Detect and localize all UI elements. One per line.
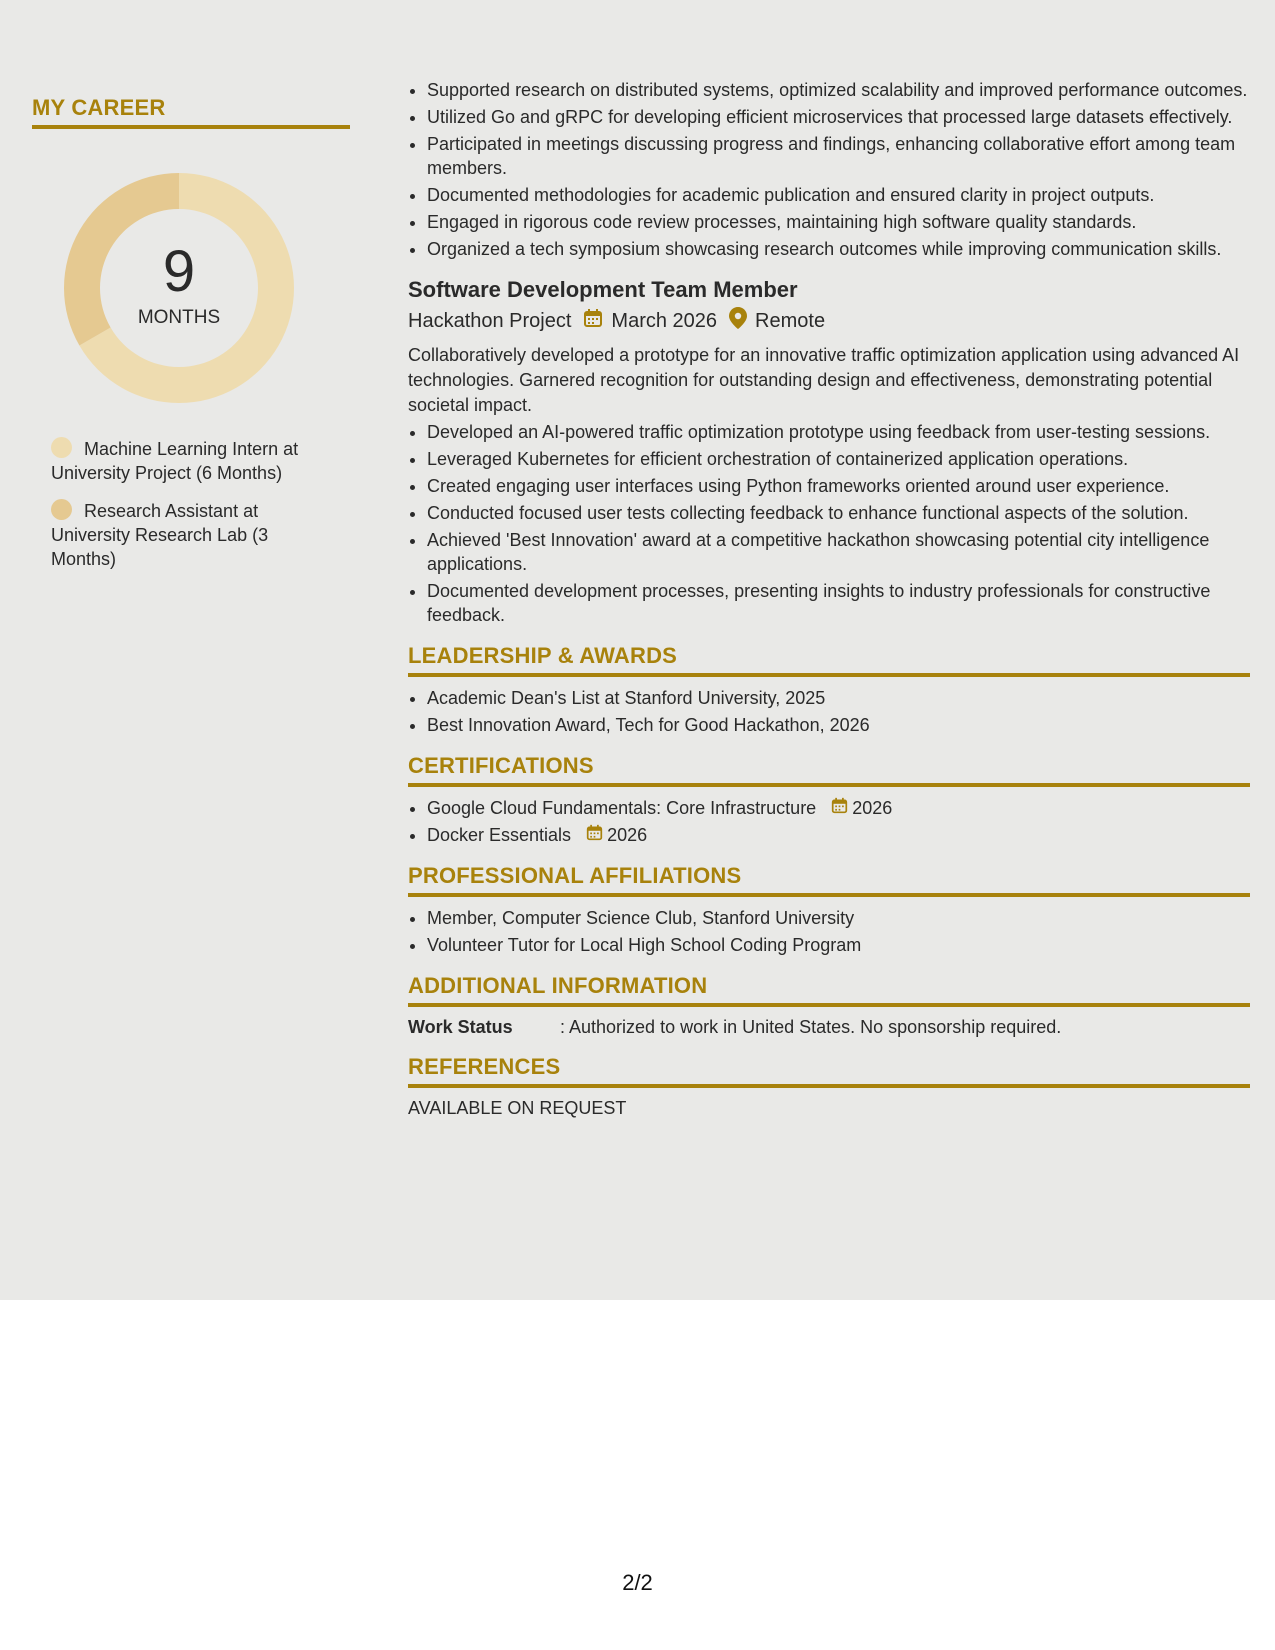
work-status-label: Work Status xyxy=(408,1017,513,1037)
job-company: Hackathon Project xyxy=(408,309,572,332)
job-location: Remote xyxy=(755,309,826,332)
legend-item xyxy=(51,437,321,485)
job-bullets xyxy=(408,420,1250,627)
list-item xyxy=(427,796,1250,820)
cert-name: Google Cloud Fundamentals: Core Infrastructure xyxy=(427,798,817,818)
references-section xyxy=(408,1054,1250,1119)
section-title: REFERENCES xyxy=(408,1054,1250,1088)
cert-year: 2026 xyxy=(607,825,648,845)
work-status-row xyxy=(408,1017,1250,1038)
cert-date xyxy=(831,796,892,820)
calendar-icon xyxy=(583,308,603,334)
list-item: • Volunteer Tutor for Local High School Coding Program xyxy=(427,933,1250,957)
legend-dot xyxy=(51,499,72,520)
certifications-list xyxy=(408,796,1250,847)
list-item: • Engaged in rigorous code review processes, maintaining high software quality standards. xyxy=(427,210,1250,234)
calendar-icon xyxy=(831,796,848,820)
job-title: Software Development Team Member xyxy=(408,277,798,302)
references-text: AVAILABLE ON REQUEST xyxy=(408,1098,627,1118)
list-item: • Member, Computer Science Club, Stanford University xyxy=(427,906,1250,930)
list-item: • Conducted focused user tests collecting feedback to enhance functional aspects of the solution. xyxy=(427,501,1250,525)
career-title: MY CAREER xyxy=(32,95,350,129)
list-item: • Achieved 'Best Innovation' award at a competitive hackathon showcasing potential city intelligence applications. xyxy=(427,528,1250,576)
list-item: • Supported research on distributed systems, optimized scalability and improved performance outcomes. xyxy=(427,78,1250,102)
donut-number: 9 xyxy=(162,239,196,304)
donut-unit: MONTHS xyxy=(137,307,221,328)
affiliations-list xyxy=(408,906,1250,957)
list-item xyxy=(427,823,1250,847)
job-description: Collaboratively developed a prototype for an innovative traffic optimization application using advanced AI technologies. Garnered recognition for outstanding design and effectiveness, demonstrating potential societal impact. xyxy=(408,345,1240,415)
section-title: LEADERSHIP & AWARDS xyxy=(408,643,1250,677)
list-item: • Created engaging user interfaces using Python frameworks oriented around user experience. xyxy=(427,474,1250,498)
page-number: 2/2 xyxy=(622,1570,653,1595)
list-item: • Documented methodologies for academic publication and ensured clarity in project outputs. xyxy=(427,183,1250,207)
cert-year: 2026 xyxy=(852,798,893,818)
previous-job-bullets xyxy=(408,78,1250,261)
sidebar xyxy=(32,95,352,585)
leadership-list xyxy=(408,686,1250,737)
list-item: • Participated in meetings discussing progress and findings, enhancing collaborative effort among team members. xyxy=(427,132,1250,180)
list-item: • Developed an AI-powered traffic optimization prototype using feedback from user-testing sessions. xyxy=(427,420,1250,444)
career-legend xyxy=(51,437,321,571)
legend-dot xyxy=(51,437,72,458)
list-item: • Academic Dean's List at Stanford University, 2025 xyxy=(427,686,1250,710)
section-title: ADDITIONAL INFORMATION xyxy=(408,973,1250,1007)
certifications-section xyxy=(408,753,1250,847)
list-item: • Organized a tech symposium showcasing research outcomes while improving communication skills. xyxy=(427,237,1250,261)
legend-label: Machine Learning Intern at University Project (6 Months) xyxy=(51,439,299,483)
list-item: • Utilized Go and gRPC for developing efficient microservices that processed large datasets effectively. xyxy=(427,105,1250,129)
affiliations-section xyxy=(408,863,1250,957)
cert-name: Docker Essentials xyxy=(427,825,572,845)
map-pin-icon xyxy=(729,307,747,335)
work-status-value: : Authorized to work in United States. No sponsorship required. xyxy=(560,1017,1062,1037)
calendar-icon xyxy=(586,823,603,847)
section-title: CERTIFICATIONS xyxy=(408,753,1250,787)
section-title: PROFESSIONAL AFFILIATIONS xyxy=(408,863,1250,897)
cert-date xyxy=(586,823,647,847)
list-item: • Leveraged Kubernetes for efficient orchestration of containerized application operations. xyxy=(427,447,1250,471)
legend-item xyxy=(51,499,321,571)
job-date: March 2026 xyxy=(611,309,718,332)
additional-info-section xyxy=(408,973,1250,1038)
career-donut-chart xyxy=(64,173,294,403)
legend-label: Research Assistant at University Research Lab (3 Months) xyxy=(51,501,269,569)
leadership-section xyxy=(408,643,1250,737)
list-item: • Best Innovation Award, Tech for Good Hackathon, 2026 xyxy=(427,713,1250,737)
main-column xyxy=(408,78,1250,1119)
list-item: • Documented development processes, presenting insights to industry professionals for constructive feedback. xyxy=(427,579,1250,627)
job-meta xyxy=(408,307,1250,335)
